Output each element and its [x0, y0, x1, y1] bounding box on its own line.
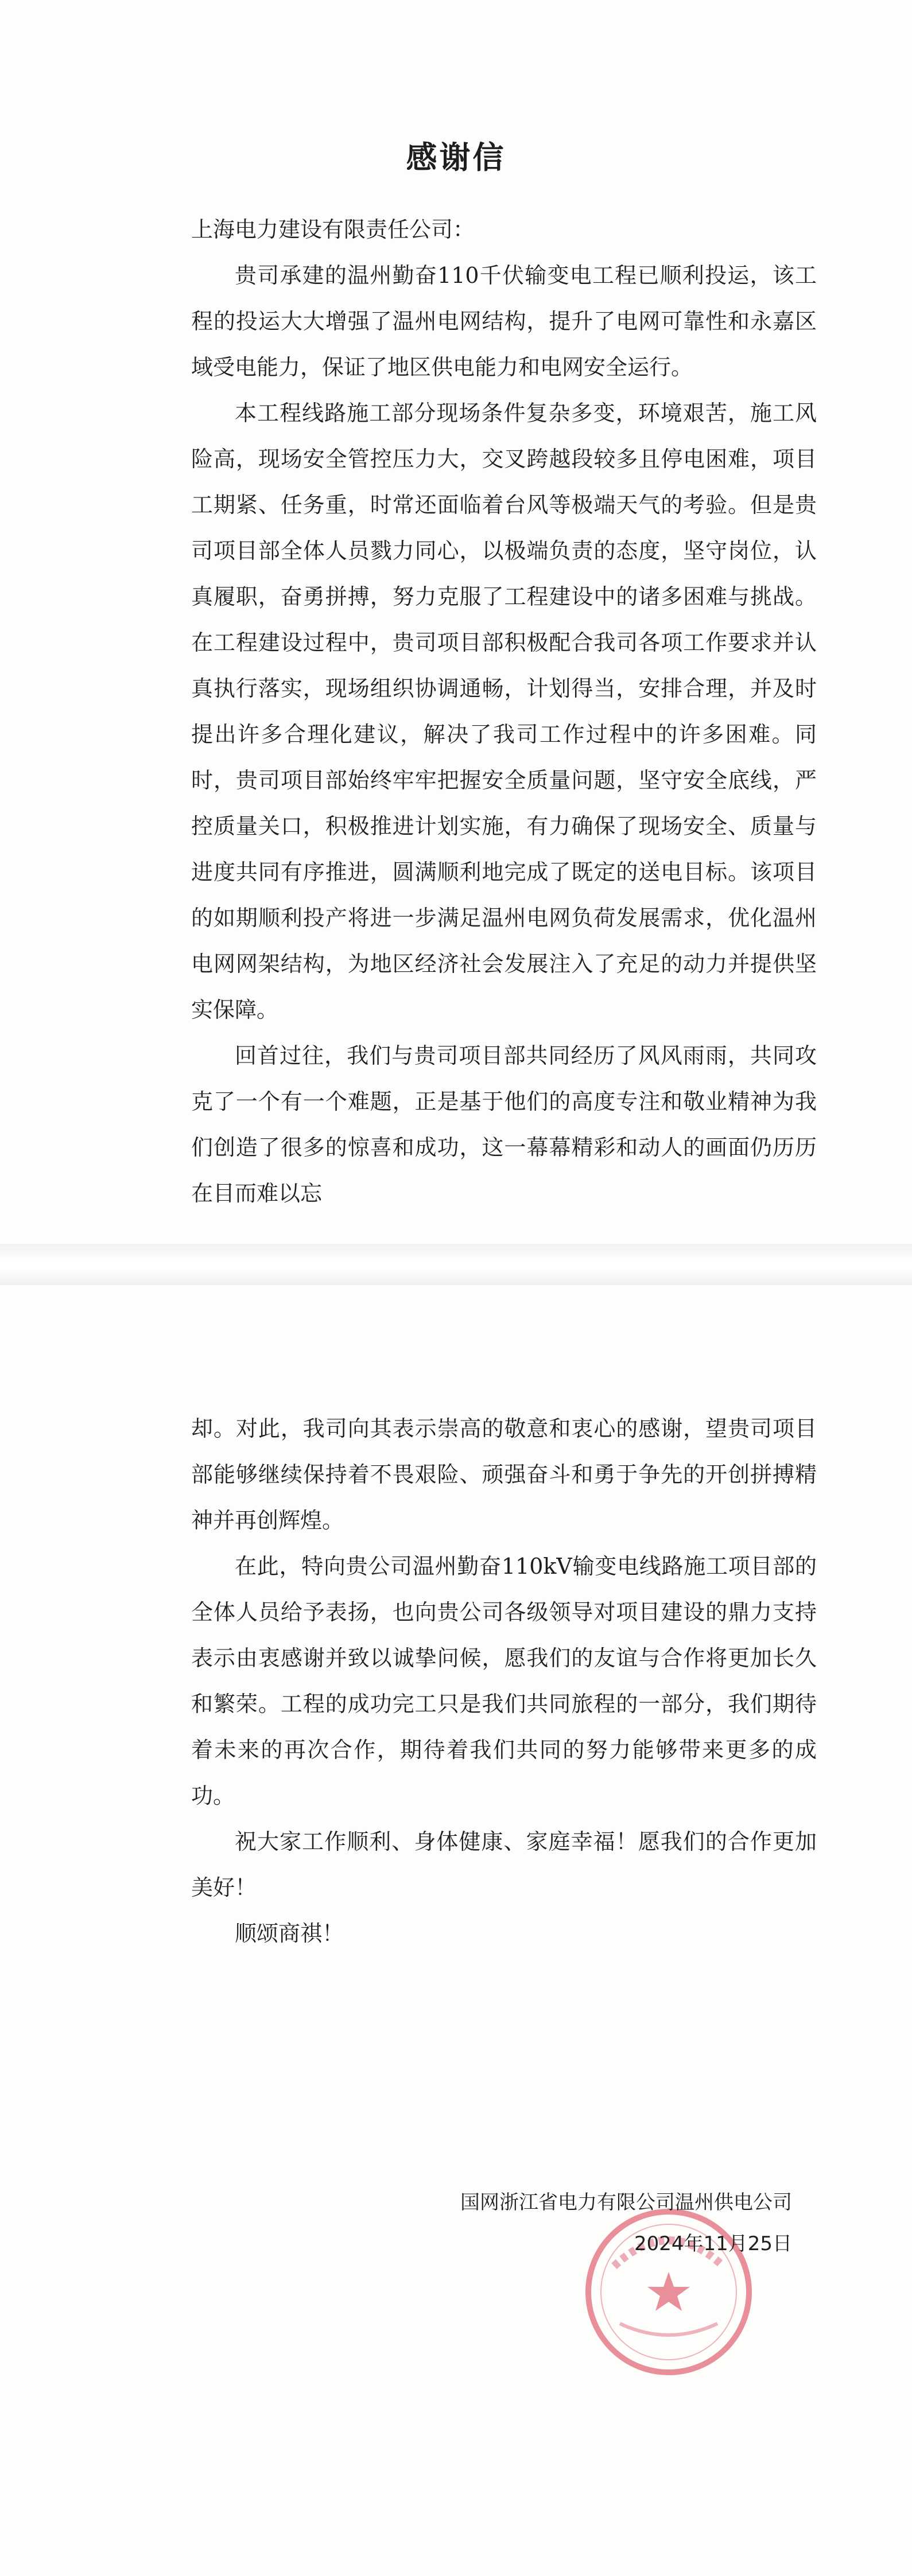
paragraph-2: 本工程线路施工部分现场条件复杂多变，环境艰苦，施工风险高，现场安全管控压力大，交叉跨越段较多且停电困难，项目工期紧、任务重，时常还面临着台风等极端天气的考验。但是贵司项目部全体人员戮力同心，以极端负责的态度，坚守岗位，认真履职，奋勇拼搏，努力克服了工程建设中的诸多困难与挑战。在工程建设过程中，贵司项目部积极配合我司各项工作要求并认真执行落实，现场组织协调通畅，计划得当，安排合理，并及时提出许多合理化建议，解决了我司工作过程中的许多困难。同时，贵司项目部始终牢牢把握安全质量问题，坚守安全底线，严控质量关口，积极推进计划实施，有力确保了现场安全、质量与进度共同有序推进，圆满顺利地完成了既定的送电目标。该项目的如期顺利投产将进一步满足温州电网负荷发展需求，优化温州电网网架结构，为地区经济社会发展注入了充足的动力并提供坚实保障。: [191, 400, 817, 1022]
signature-date: 2024年11月25日: [634, 2232, 792, 2255]
letter-page-1: [0, 0, 912, 1244]
paragraph-1: 贵司承建的温州勤奋110千伏输变电工程已顺利投运，该工程的投运大大增强了温州电网结构，提升了电网可靠性和永嘉区域受电能力，保证了地区供电能力和电网安全运行。: [191, 263, 817, 380]
paragraph-4: 在此，特向贵公司温州勤奋110kV输变电线路施工项目部的全体人员给予表扬，也向贵公司各级领导对项目建设的鼎力支持表示由衷感谢并致以诚挚问候，愿我们的友谊与合作将更加长久和繁荣。工程的成功完工只是我们共同旅程的一部分，我们期待着未来的再次合作，期待着我们共同的努力能够带来更多的成功。: [191, 1554, 817, 1808]
letter-page-2: [0, 1285, 912, 2576]
paragraph-5: 祝大家工作顺利、身体健康、家庭幸福！愿我们的合作更加美好！: [191, 1829, 817, 1900]
paragraph-3: 回首过往，我们与贵司项目部共同经历了风风雨雨，共同攻克了一个有一个难题，正是基于他们的高度专注和敬业精神为我们创造了很多的惊喜和成功，这一幕幕精彩和动人的画面仍历历在目而难以忘: [191, 1043, 817, 1206]
paragraph-6: 顺颂商祺！: [235, 1921, 344, 1946]
paragraph-3-continued: 却。对此，我司向其表示崇高的敬意和衷心的感谢，望贵司项目部能够继续保持着不畏艰险、顽强奋斗和勇于争先的开创拼搏精神并再创辉煌。: [191, 1416, 817, 1533]
page-break: [0, 1244, 912, 1285]
letter-title: 感谢信: [406, 139, 506, 176]
letter-body-page-1: [191, 252, 817, 1216]
salutation: 上海电力建设有限责任公司：: [191, 217, 475, 242]
signature-organization: 国网浙江省电力有限公司温州供电公司: [460, 2191, 792, 2214]
letter-body-page-2: [191, 1406, 817, 1956]
